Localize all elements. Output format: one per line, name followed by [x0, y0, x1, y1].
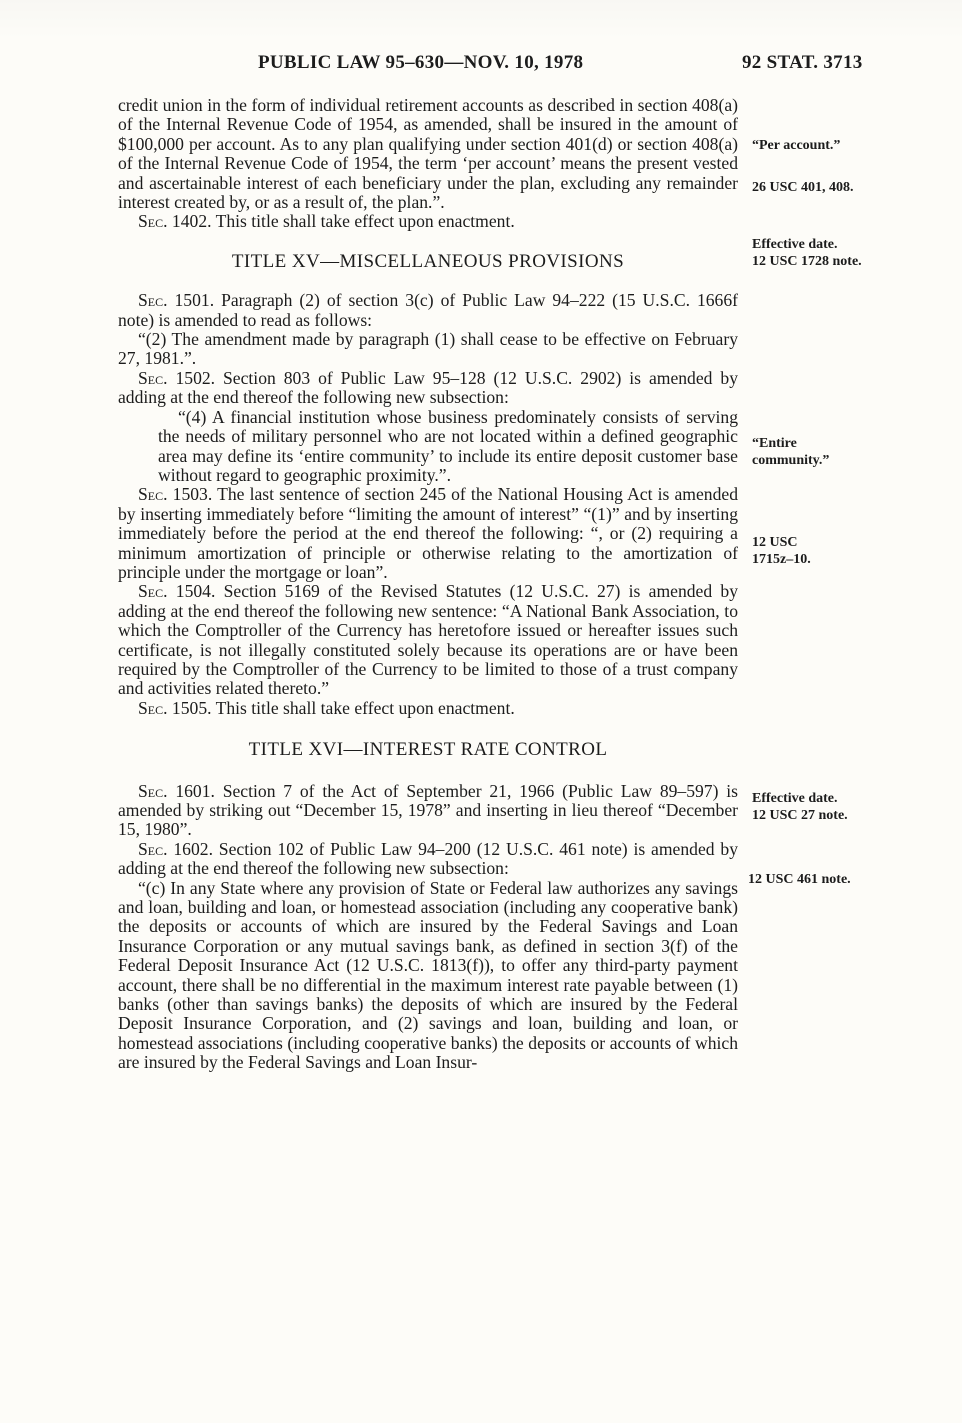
stat-page-number: 92 STAT. 3713: [742, 52, 863, 73]
section-1503: [118, 485, 738, 582]
section-text: 1503. The last sentence of section 245 of the National Housing Act is amended by inserting immediately before “limiting the amount of interest” “(1)” and by inserting immediately before the period at the end thereof the following: “, or (2) requiring a minimum amortization of principle or otherwise relating to the amortization of principle under the mortgage or loan”.: [118, 484, 738, 582]
margin-note-entire-community: “Entire community.”: [752, 436, 830, 468]
section-1602-quote: “(c) In any State where any provision of State or Federal law authorizes any savings and loan, building and loan, or homestead association (including any cooperative bank) the deposits or accounts of which are insured by the Federal Savings and Loan Insurance Corporation or any mutual savings bank, as defined in section 3(f) of the Federal Deposit Insurance Act (12 U.S.C. 1813(f)), to offer any third-party payment account, there shall be no differential in the maximum interest rate payable between (1) banks (other than savings banks) the deposits of which are insured by the Federal Deposit Insurance Corporation, and (2) savings and loan, building and loan, or homestead associations (including cooperative banks) the deposits or accounts of which are insured by the Federal Savings and Loan Insur-: [118, 877, 738, 1073]
section-label: Sec.: [138, 367, 168, 388]
title-xv-heading: TITLE XV—MISCELLANEOUS PROVISIONS: [231, 250, 625, 272]
margin-note-12-usc-461: 12 USC 461 note.: [748, 872, 851, 887]
section-label: Sec.: [138, 290, 168, 311]
section-label: Sec.: [138, 581, 168, 602]
section-label: Sec.: [138, 484, 168, 505]
section-label: Sec.: [138, 780, 168, 801]
margin-note-12-usc-1728: 12 USC 1728 note.: [752, 254, 862, 269]
margin-note-26-usc-401: 26 USC 401, 408.: [752, 180, 854, 195]
section-1501: [118, 291, 738, 330]
bleed-through-shadow: [0, 0, 962, 40]
section-label: Sec.: [138, 211, 168, 232]
margin-note-12-usc-1715z: 12 USC 1715z–10.: [752, 535, 811, 567]
margin-note-per-account: “Per account.”: [752, 138, 841, 153]
section-text: 1505. This title shall take effect upon enactment.: [167, 697, 515, 718]
section-text: 1504. Section 5169 of the Revised Statutes (12 U.S.C. 27) is amended by adding at the end thereof the following new sentence: “A National Bank Association, to which the Comptroller of the Currency has heretofore issued or hereafter issues such certificate, is not illegally constituted solely because its operations are or have been required by the Comptroller of the Currency to be limited to those of a trust company and activities related thereto.”: [118, 581, 738, 699]
margin-note-effective-date-1: Effective date.: [752, 237, 838, 252]
section-text: 1602. Section 102 of Public Law 94–200 (12 U.S.C. 461 note) is amended by adding at the end thereof the following new subsection:: [118, 838, 738, 879]
section-1502: [118, 369, 738, 408]
section-label: Sec.: [138, 838, 168, 859]
title-xvi-heading: TITLE XVI—INTEREST RATE CONTROL: [248, 739, 608, 761]
section-text: 1402. This title shall take effect upon enactment.: [167, 211, 515, 232]
section-1501-quote: “(2) The amendment made by paragraph (1) shall cease to be effective on February 27, 1981.”.: [118, 329, 738, 369]
section-text: 1501. Paragraph (2) of section 3(c) of Public Law 94–222 (15 U.S.C. 1666f note) is amended to read as follows:: [118, 290, 738, 330]
margin-note-effective-date-2: Effective date.: [752, 791, 838, 806]
paragraph-continued: credit union in the form of individual retirement accounts as described in section 408(a) of the Internal Revenue Code of 1954, as amended, shall be insured in the amount of $100,000 per account. As to any plan qualifying under section 401(d) or section 408(a) of the Internal Revenue Code of 1954, the term ‘per account’ means the present vested and ascertainable interest of each beneficiary under the plan, excluding any remainder interest created by, or as a result of, the plan.”.: [118, 95, 738, 213]
running-head: PUBLIC LAW 95–630—NOV. 10, 1978: [258, 52, 584, 73]
section-1504: [118, 582, 738, 698]
section-1602: [118, 840, 738, 879]
section-1505: [118, 699, 738, 718]
section-text: 1601. Section 7 of the Act of September 21, 1966 (Public Law 89–597) is amended by striking out “December 15, 1978” and inserting in lieu thereof “December 15, 1980”.: [118, 780, 738, 840]
section-1601: [118, 782, 738, 840]
page-header: [0, 52, 962, 78]
margin-note-12-usc-27: 12 USC 27 note.: [752, 808, 848, 823]
main-text-column: [118, 96, 738, 1073]
section-1502-quote: “(4) A financial institution whose business predominately consists of serving the needs of military personnel who are not located within a defined geographic area may define its ‘entire community’ to include its entire deposit customer base without regard to geographic proximity.”.: [158, 406, 738, 485]
section-label: Sec.: [138, 697, 168, 718]
section-1402: [118, 212, 738, 231]
section-text: 1502. Section 803 of Public Law 95–128 (12 U.S.C. 2902) is amended by adding at the end thereof the following new subsection:: [118, 367, 738, 408]
